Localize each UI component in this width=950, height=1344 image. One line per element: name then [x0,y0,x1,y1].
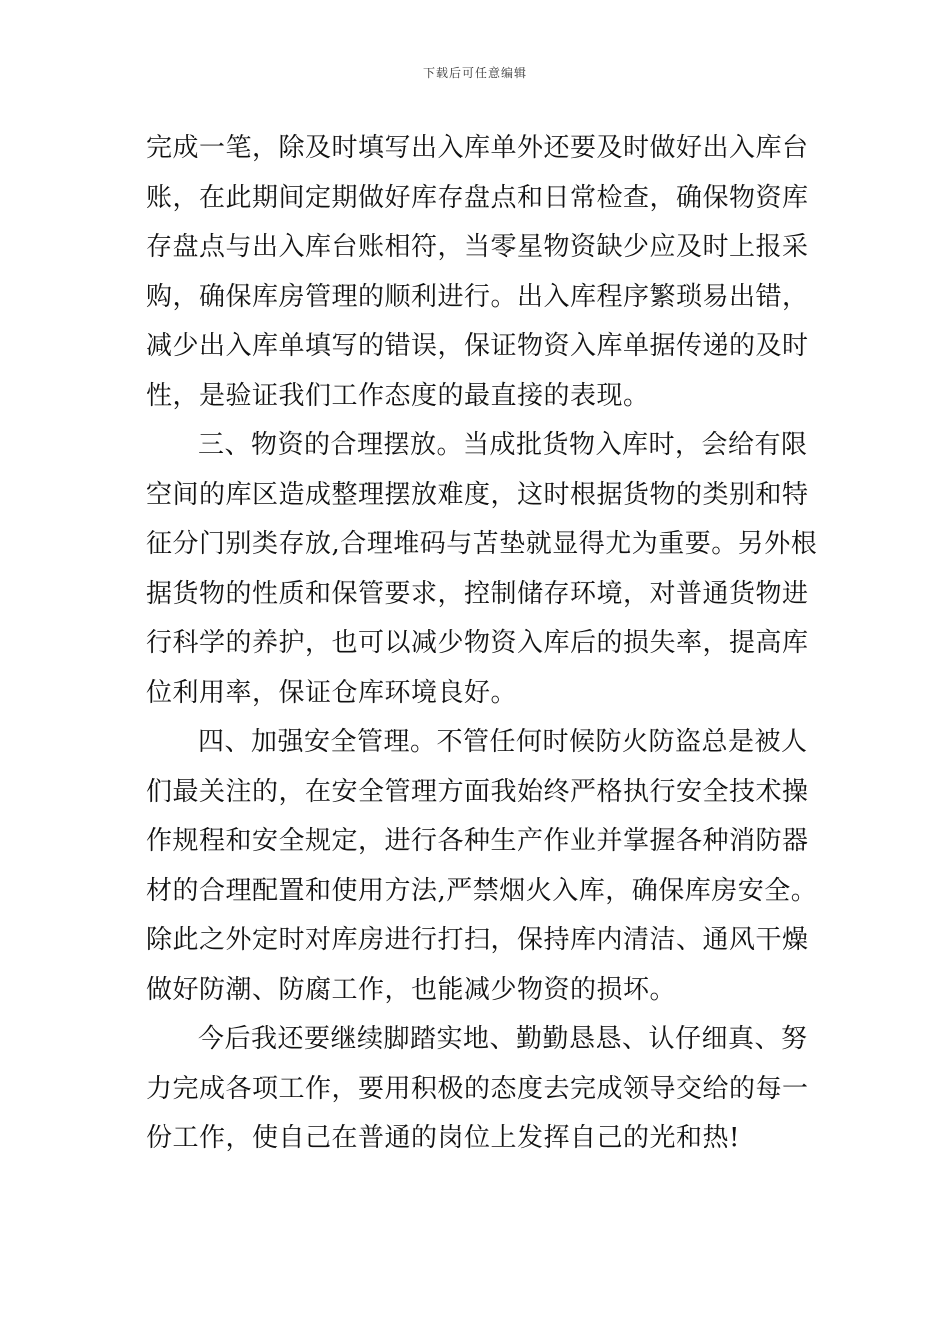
text-line: 除此之外定时对库房进行打扫，保持库内清洁、通风干燥 [146,925,809,955]
text-line: 空间的库区造成整理摆放难度，这时根据货物的类别和特 [146,479,809,510]
text-line: 存盘点与出入库台账相符，当零星物资缺少应及时上报采 [146,232,809,262]
text-line: 力完成各项工作，要用积极的态度去完成领导交给的每一 [146,1073,809,1104]
text-line: 作规程和安全规定，进行各种生产作业并掌握各种消防器 [146,826,809,856]
text-line: 性，是验证我们工作态度的最直接的表现。 [146,380,650,411]
text-line: 据货物的性质和保管要求，控制储存环境，对普通货物进 [146,578,809,609]
text-line: 材的合理配置和使用方法,严禁烟火入库，确保库房安全。 [146,875,818,906]
text-line: 们最关注的，在安全管理方面我始终严格执行安全技术操 [146,776,809,807]
text-line: 账，在此期间定期做好库存盘点和日常检查，确保物资库 [146,182,809,213]
header-note: 下载后可任意编辑 [422,66,527,80]
paragraph-start: 今后我还要继续脚踏实地、勤勤恳恳、认仔细真、努 [198,1024,808,1054]
text-line: 份工作，使自己在普通的岗位上发挥自己的光和热! [146,1123,740,1153]
text-line: 征分门别类存放,合理堆码与苫垫就显得尤为重要。另外根 [146,529,818,559]
text-line: 位利用率，保证仓库环境良好。 [146,677,518,708]
text-line: 行科学的养护，也可以减少物资入库后的损失率，提高库 [146,628,809,658]
text-line: 购，确保库房管理的顺利进行。出入库程序繁琐易出错， [146,281,809,312]
paragraph-start: 三、物资的合理摆放。当成批货物入库时，会给有限 [198,430,808,460]
text-line: 做好防潮、防腐工作，也能减少物资的损坏。 [146,974,677,1005]
body-text [146,124,818,1164]
text-line: 减少出入库单填写的错误，保证物资入库单据传递的及时 [146,331,809,361]
paragraph-start: 四、加强安全管理。不管任何时候防火防盗总是被人 [198,727,808,757]
text-line: 完成一笔，除及时填写出入库单外还要及时做好出入库台 [146,133,809,163]
